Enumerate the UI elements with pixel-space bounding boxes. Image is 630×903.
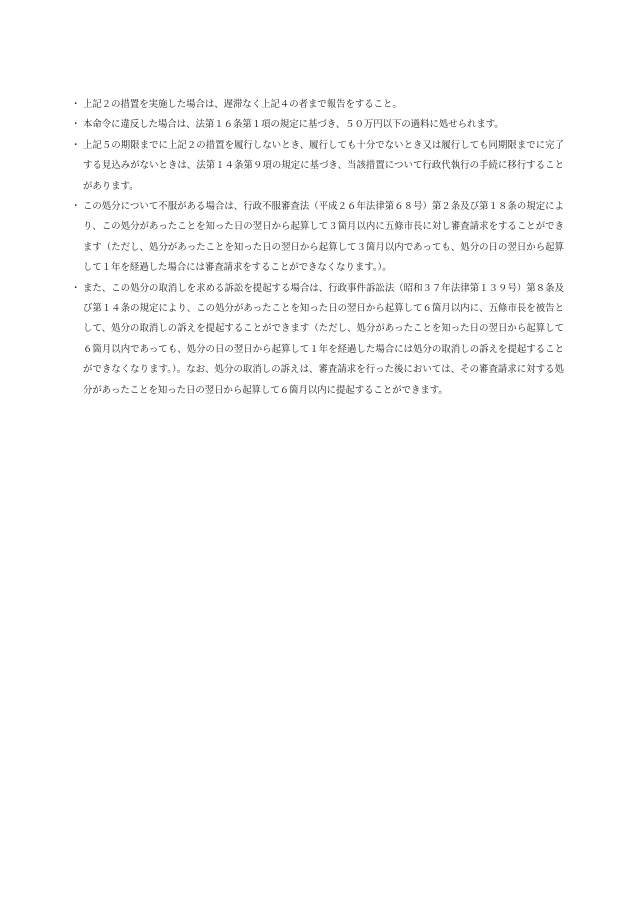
bullet: ・ (71, 99, 81, 110)
notice-list (68, 95, 564, 401)
notice-item-administrative-execution (68, 136, 564, 197)
notice-item-lawsuit (68, 279, 564, 401)
notice-text: 上記２の措置を実施した場合は、遅滞なく上記４の者まで報告をすること。 (83, 99, 402, 110)
bullet: ・ (71, 201, 81, 213)
notice-item-penalty (68, 115, 564, 135)
notice-item-report (68, 95, 564, 115)
notice-text: 本命令に違反した場合は、法第１６条第１項の規定に基づき、５０万円以下の過料に処せられます。 (83, 119, 504, 131)
notice-text: また、この処分の取消しを求める訴訟を提起する場合は、行政事件訴訟法（昭和３７年法律第１３９号）第８条及び第１４条の規定により、この処分があったことを知った日の翌日から起算して６箇月以内に、五條市長を被告として、処分の取消しの訴えを提起することができます（ただし、処分があったことを知った日の翌日から起算して６箇月以内であっても、処分の日の翌日から起算して１年を経過した場合には処分の取消しの訴えを提起することができなくなります。）。なお、処分の取消しの訴えは、審査請求を行った後においては、その審査請求に対する処分があったことを知った日の翌日から起算して６箇月以内に提起することができます。 (83, 282, 564, 396)
bullet: ・ (71, 119, 81, 131)
bullet: ・ (71, 139, 81, 151)
notice-text: この処分について不服がある場合は、行政不服審査法（平成２６年法律第６８号）第２条及び第１８条の規定により、この処分があったことを知った日の翌日から起算して３箇月以内に五條市長に対し審査請求をすることができます（ただし、処分があったことを知った日の翌日から起算して３箇月以内であっても、処分の日の翌日から起算して１年を経過した場合には審査請求をすることができなくなります。）。 (83, 201, 564, 274)
notice-item-appeal (68, 197, 564, 279)
bullet: ・ (71, 282, 81, 294)
notice-text: 上記５の期限までに上記２の措置を履行しないとき、履行しても十分でないとき又は履行しても同期限までに完了する見込みがないときは、法第１４条第９項の規定に基づき、当該措置について行政代執行の手続に移行することがあります。 (83, 139, 564, 192)
